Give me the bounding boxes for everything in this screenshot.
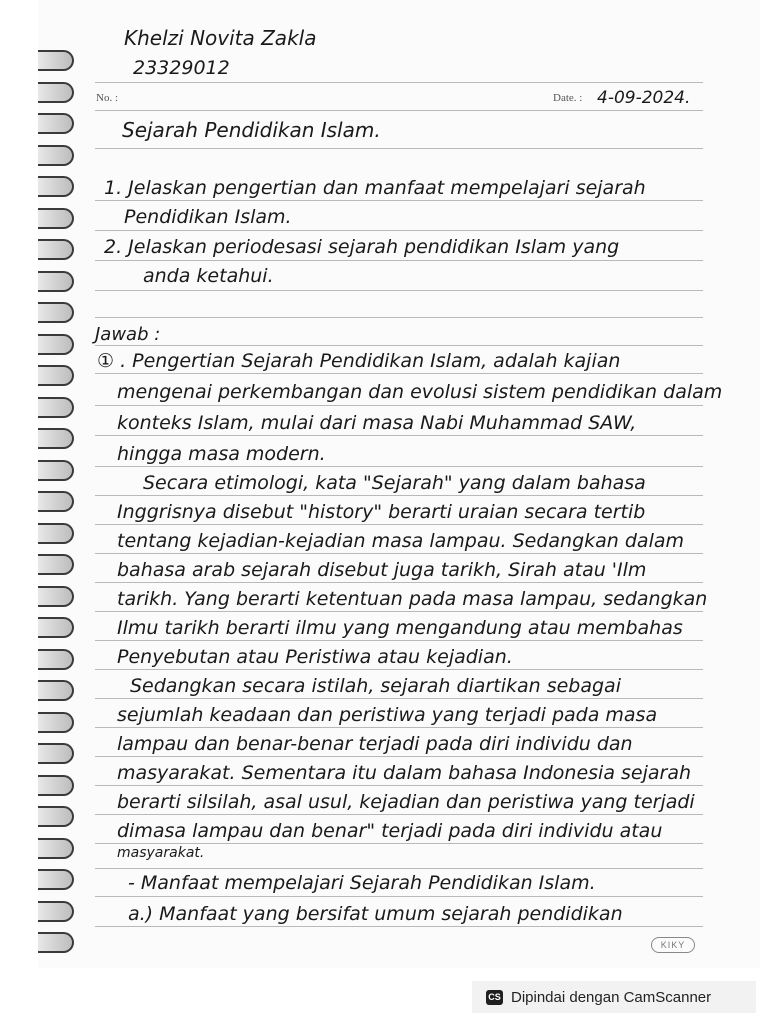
question-line: 2. Jelaskan periodesasi sejarah pendidikan Islam yang bbox=[104, 236, 620, 258]
ruled-line bbox=[95, 524, 703, 525]
ruled-line bbox=[95, 756, 703, 757]
ruled-line bbox=[95, 553, 703, 554]
spiral-ring bbox=[38, 50, 74, 71]
answer-line: masyarakat. bbox=[117, 845, 205, 861]
ruled-line bbox=[95, 611, 703, 612]
answer-line: masyarakat. Sementara itu dalam bahasa Indonesia sejarah bbox=[117, 762, 692, 784]
question-line: 1. Jelaskan pengertian dan manfaat mempelajari sejarah bbox=[104, 177, 646, 199]
answer-line: tarikh. Yang berarti ketentuan pada masa lampau, sedangkan bbox=[117, 588, 708, 610]
spiral-ring bbox=[38, 208, 74, 229]
spiral-ring bbox=[38, 901, 74, 922]
spiral-ring bbox=[38, 365, 74, 386]
ruled-line bbox=[95, 814, 703, 815]
ruled-line bbox=[95, 669, 703, 670]
spiral-ring bbox=[38, 239, 74, 260]
ruled-line bbox=[95, 260, 703, 261]
ruled-line bbox=[95, 926, 703, 927]
spiral-ring bbox=[38, 680, 74, 701]
spiral-ring bbox=[38, 302, 74, 323]
answer-line: Sedangkan secara istilah, sejarah diartikan sebagai bbox=[130, 675, 621, 697]
page-title: Sejarah Pendidikan Islam. bbox=[122, 118, 381, 142]
answer-line: Penyebutan atau Peristiwa atau kejadian. bbox=[117, 646, 513, 668]
answer-line: tentang kejadian-kejadian masa lampau. Sedangkan dalam bbox=[117, 530, 684, 552]
spiral-ring bbox=[38, 617, 74, 638]
answer-line: hingga masa modern. bbox=[117, 443, 326, 465]
spiral-ring bbox=[38, 271, 74, 292]
spiral-ring bbox=[38, 523, 74, 544]
no-label: No. : bbox=[96, 92, 118, 104]
ruled-line bbox=[95, 495, 703, 496]
ruled-line bbox=[95, 698, 703, 699]
spiral-ring bbox=[38, 869, 74, 890]
ruled-line bbox=[95, 148, 703, 149]
answer-line: ① . Pengertian Sejarah Pendidikan Islam, adalah kajian bbox=[97, 350, 621, 372]
date-label: Date. : bbox=[553, 92, 583, 104]
ruled-line bbox=[95, 373, 703, 374]
spiral-ring bbox=[38, 397, 74, 418]
ruled-line bbox=[95, 868, 703, 869]
ruled-line bbox=[95, 110, 703, 111]
ruled-line bbox=[95, 582, 703, 583]
spiral-ring bbox=[38, 334, 74, 355]
spiral-ring bbox=[38, 145, 74, 166]
answer-line: Ilmu tarikh berarti ilmu yang mengandung atau membahas bbox=[117, 617, 683, 639]
ruled-line bbox=[95, 466, 703, 467]
ruled-line bbox=[95, 200, 703, 201]
answer-line: mengenai perkembangan dan evolusi sistem pendidikan dalam bbox=[117, 381, 723, 403]
answer-line: - Manfaat mempelajari Sejarah Pendidikan Islam. bbox=[128, 872, 596, 894]
ruled-line bbox=[95, 230, 703, 231]
question-line: anda ketahui. bbox=[143, 265, 274, 287]
spiral-ring bbox=[38, 491, 74, 512]
student-id: 23329012 bbox=[133, 57, 230, 79]
date-value: 4-09-2024. bbox=[597, 88, 691, 108]
spiral-ring bbox=[38, 775, 74, 796]
ruled-line bbox=[95, 405, 703, 406]
answer-line: dimasa lampau dan benar" terjadi pada diri individu atau bbox=[117, 820, 663, 842]
student-name: Khelzi Novita Zakla bbox=[124, 26, 317, 50]
spiral-ring bbox=[38, 806, 74, 827]
spiral-ring bbox=[38, 743, 74, 764]
ruled-line bbox=[95, 785, 703, 786]
answer-line: Secara etimologi, kata "Sejarah" yang dalam bahasa bbox=[143, 472, 646, 494]
spiral-ring bbox=[38, 649, 74, 670]
spiral-ring bbox=[38, 586, 74, 607]
ruled-line bbox=[95, 317, 703, 318]
camscanner-logo-icon: CS bbox=[486, 990, 503, 1005]
ruled-line bbox=[95, 727, 703, 728]
spiral-ring bbox=[38, 460, 74, 481]
ruled-line bbox=[95, 896, 703, 897]
answer-heading: Jawab : bbox=[95, 324, 161, 345]
ruled-line bbox=[95, 345, 703, 346]
answer-line: bahasa arab sejarah disebut juga tarikh, Sirah atau 'Ilm bbox=[117, 559, 647, 581]
ruled-line bbox=[95, 435, 703, 436]
answer-line: lampau dan benar-benar terjadi pada diri individu dan bbox=[117, 733, 633, 755]
ruled-line bbox=[95, 640, 703, 641]
camscanner-watermark bbox=[472, 981, 756, 1013]
spiral-ring bbox=[38, 838, 74, 859]
answer-line: berarti silsilah, asal usul, kejadian dan peristiwa yang terjadi bbox=[117, 791, 695, 813]
answer-line: konteks Islam, mulai dari masa Nabi Muhammad SAW, bbox=[117, 412, 637, 434]
spiral-ring bbox=[38, 176, 74, 197]
spiral-ring bbox=[38, 82, 74, 103]
spiral-ring bbox=[38, 554, 74, 575]
spiral-ring bbox=[38, 428, 74, 449]
ruled-line bbox=[95, 82, 703, 83]
spiral-ring bbox=[38, 712, 74, 733]
ruled-line bbox=[95, 843, 703, 844]
question-line: Pendidikan Islam. bbox=[124, 206, 292, 228]
spiral-ring bbox=[38, 932, 74, 953]
ruled-line bbox=[95, 290, 703, 291]
answer-line: sejumlah keadaan dan peristiwa yang terjadi pada masa bbox=[117, 704, 658, 726]
spiral-ring bbox=[38, 113, 74, 134]
notebook-brand-mark: KIKY bbox=[651, 937, 695, 953]
answer-line: a.) Manfaat yang bersifat umum sejarah pendidikan bbox=[128, 903, 623, 925]
camscanner-text: Dipindai dengan CamScanner bbox=[511, 988, 712, 1006]
answer-line: Inggrisnya disebut "history" berarti uraian secara tertib bbox=[117, 501, 646, 523]
